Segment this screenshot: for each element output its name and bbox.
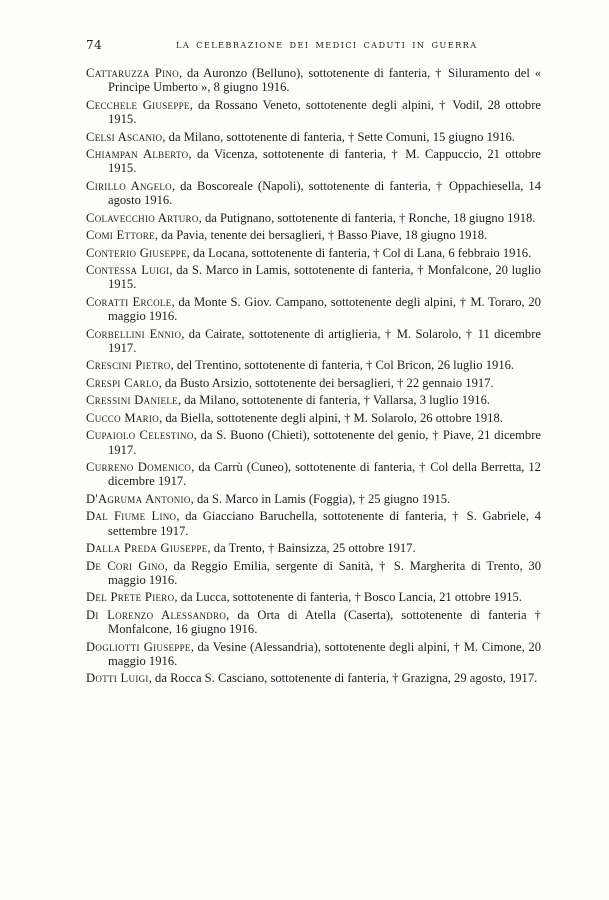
entry-details: , del Trentino, sottotenente di fanteria, † Col Bricon, 26 luglio 1916. <box>170 358 515 373</box>
running-title: LA CELEBRAZIONE DEI MEDICI CADUTI IN GUERRA <box>176 40 478 50</box>
entry-details: , da S. Buono (Chieti), sottotenente del genio, † Piave, 21 dicembre 1917. <box>108 428 542 457</box>
list-item <box>86 559 541 588</box>
entry-details: , da Rossano Veneto, sottotenente degli alpini, † Vodil, 28 ottobre 1915. <box>108 97 541 127</box>
entry-details: , da Carrù (Cuneo), sottotenente di fanteria, † Col della Berretta, 12 dicembre 1917. <box>108 460 541 489</box>
page-number: 74 <box>86 38 103 52</box>
person-name: Colavecchio Arturo <box>86 210 199 225</box>
entry-details: , da Giacciano Baruchella, sottotenente di fanteria, † S. Gabriele, 4 settembre 1917. <box>108 509 541 538</box>
entry-details: , da Monte S. Giov. Campano, sottotenente degli alpini, † M. Toraro, 20 maggio 1916. <box>108 294 541 324</box>
person-name: Cirillo Angelo <box>86 178 172 193</box>
entry-details: , da Busto Arsizio, sottotenente dei bersaglieri, † 22 gennaio 1917. <box>158 375 494 390</box>
person-name: Chiampan Alberto <box>86 147 189 162</box>
person-name: D'Agruma Antonio <box>86 491 191 506</box>
entry-list <box>86 66 541 689</box>
list-item <box>86 590 541 604</box>
person-name: Crescini Pietro <box>86 358 171 373</box>
person-name: De Cori Gino <box>86 558 165 573</box>
person-name: Del Prete Piero <box>86 590 175 605</box>
person-name: Curreno Domenico <box>86 460 192 475</box>
entry-details: , da Vicenza, sottotenente di fanteria, † M. Cappuccio, 21 ottobre 1915. <box>108 147 541 176</box>
list-item <box>86 246 541 260</box>
person-name: Corbellini Ennio <box>86 326 182 341</box>
list-item <box>86 130 541 144</box>
person-name: Dogliotti Giuseppe <box>86 639 191 654</box>
list-item <box>86 671 541 685</box>
list-item <box>86 147 541 176</box>
person-name: Di Lorenzo Alessandro <box>86 607 227 622</box>
list-item <box>86 492 541 506</box>
person-name: Cecchele Giuseppe <box>86 97 190 112</box>
entry-details: , da Lucca, sottotenente di fanteria, † Bosco Lancia, 21 ottobre 1915. <box>174 590 523 605</box>
person-name: Coratti Ercole <box>86 294 172 309</box>
person-name: Dotti Luigi <box>86 671 149 686</box>
entry-details: , da Auronzo (Belluno), sottotenente di fanteria, † Siluramento del « Principe Umberto », 8 giugno 1916. <box>108 66 542 95</box>
entry-details: , da Milano, sottotenente di fanteria, † Vallarsa, 3 luglio 1916. <box>177 393 491 408</box>
person-name: Conterio Giuseppe <box>86 245 187 260</box>
list-item <box>86 376 541 390</box>
person-name: Cupaiolo Celestino <box>86 428 194 443</box>
list-item <box>86 608 541 637</box>
list-item <box>86 66 541 95</box>
entry-details: , da Rocca S. Casciano, sottotenente di fanteria, † Grazigna, 29 agosto, 1917. <box>148 671 538 686</box>
list-item <box>86 228 541 242</box>
entry-details: , da Putignano, sottotenente di fanteria, † Ronche, 18 giugno 1918. <box>198 210 536 225</box>
person-name: Celsi Ascanio <box>86 129 163 144</box>
person-name: Dal Fiume Lino <box>86 509 177 524</box>
entry-details: , da Milano, sottotenente di fanteria, † Sette Comuni, 15 giugno 1916. <box>162 129 515 144</box>
page-header <box>86 38 541 56</box>
person-name: Crespi Carlo <box>86 375 159 390</box>
person-name: Cattaruzza Pino <box>86 66 180 80</box>
list-item <box>86 411 541 425</box>
list-item <box>86 179 541 208</box>
list-item <box>86 509 541 538</box>
entry-details: , da Boscoreale (Napoli), sottotenente di fanteria, † Oppachiesella, 14 agosto 1916. <box>108 178 541 208</box>
list-item <box>86 295 541 324</box>
entry-details: , da S. Marco in Lamis (Foggia), † 25 giugno 1915. <box>190 491 451 506</box>
entry-details: , da Biella, sottotenente degli alpini, † M. Solarolo, 26 ottobre 1918. <box>159 410 503 425</box>
list-item <box>86 263 541 292</box>
person-name: Comi Ettore <box>86 228 155 243</box>
list-item <box>86 327 541 356</box>
entry-details: , da Locana, sottotenente di fanteria, † Col di Lana, 6 febbraio 1916. <box>186 245 532 260</box>
list-item <box>86 428 541 457</box>
list-item <box>86 211 541 225</box>
person-name: Cressini Daniele <box>86 393 178 408</box>
entry-details: , da Pavia, tenente dei bersaglieri, † Basso Piave, 18 giugno 1918. <box>154 228 488 243</box>
list-item <box>86 460 541 489</box>
entry-details: , da Reggio Emilia, sergente di Sanità, † S. Margherita di Trento, 30 maggio 1916. <box>108 558 541 587</box>
entry-details: , da Vesine (Alessandria), sottotenente degli alpini, † M. Cimone, 20 maggio 1916. <box>108 639 541 668</box>
list-item <box>86 358 541 372</box>
entry-details: , da Orta di Atella (Caserta), sottotenente di fanteria † Monfalcone, 16 giugno 1916. <box>108 607 541 637</box>
list-item <box>86 393 541 407</box>
entry-details: , da S. Marco in Lamis, sottotenente di fanteria, † Monfalcone, 20 luglio 1915. <box>108 263 541 292</box>
entry-details: , da Cairate, sottotenente di artiglieria, † M. Solarolo, † 11 dicembre 1917. <box>108 326 541 355</box>
list-item <box>86 640 541 669</box>
person-name: Cucco Mario <box>86 410 160 425</box>
person-name: Contessa Luigi <box>86 263 170 278</box>
list-item <box>86 541 541 555</box>
list-item <box>86 98 541 127</box>
entry-details: , da Trento, † Bainsizza, 25 ottobre 1917. <box>207 541 416 556</box>
person-name: Dalla Preda Giuseppe <box>86 541 208 556</box>
